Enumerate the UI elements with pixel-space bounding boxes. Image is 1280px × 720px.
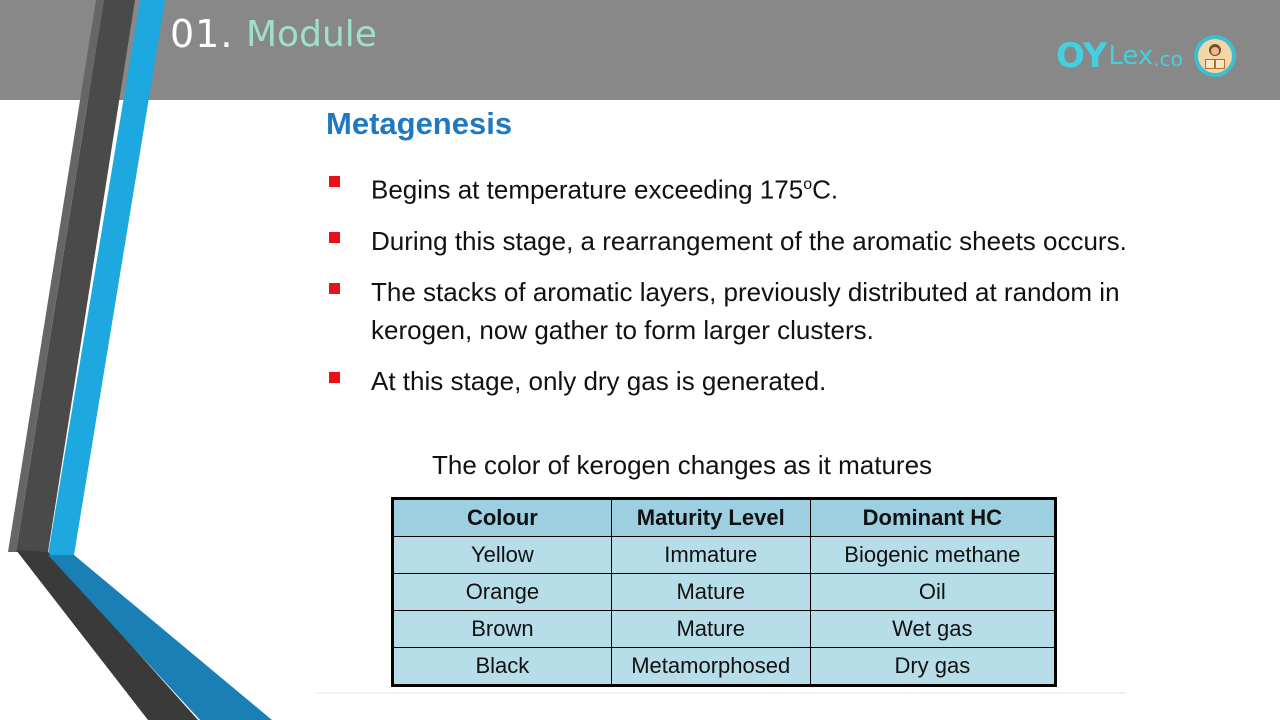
module-label: Module — [246, 14, 377, 55]
table-cell: Mature — [611, 611, 810, 648]
table-row — [393, 611, 1056, 648]
table-caption: The color of kerogen changes as it matures — [432, 450, 933, 480]
column-header: Maturity Level — [611, 499, 810, 537]
bullet-text: The stacks of aromatic layers, previously distributed at random in kerogen, now gather to form larger clusters. — [371, 276, 1120, 345]
footer-divider — [316, 692, 1126, 694]
table-cell: Mature — [611, 574, 810, 611]
table-cell: Immature — [611, 537, 810, 574]
table-cell: Brown — [393, 611, 612, 648]
kerogen-maturity-table — [391, 497, 1057, 687]
bullet-list — [326, 166, 1146, 413]
bullet-item — [326, 166, 1146, 209]
bullet-square-icon — [329, 176, 340, 187]
oylex-logo[interactable] — [1056, 33, 1237, 79]
logo-co-text: .co — [1153, 47, 1183, 71]
table-cell: Black — [393, 648, 612, 686]
table-row — [393, 537, 1056, 574]
table-cell: Yellow — [393, 537, 612, 574]
bullet-item — [326, 222, 1146, 260]
bullet-square-icon — [329, 283, 340, 294]
table-cell: Metamorphosed — [611, 648, 810, 686]
superscript-degree: o — [803, 176, 813, 193]
table-cell: Wet gas — [810, 611, 1055, 648]
bullet-square-icon — [329, 372, 340, 383]
logo-lex-text: Lex — [1108, 41, 1154, 71]
bullet-suffix: C. — [812, 174, 839, 205]
table-row — [393, 648, 1056, 686]
slide-title: Metagenesis — [326, 106, 513, 141]
logo-oy-text: OY — [1056, 36, 1107, 76]
column-header: Dominant HC — [810, 499, 1055, 537]
bullet-square-icon — [329, 232, 340, 243]
gray-stripe-lower — [16, 550, 198, 720]
module-number: 01. — [170, 12, 234, 56]
table-row — [393, 574, 1056, 611]
reader-avatar-icon — [1193, 34, 1237, 78]
column-header: Colour — [393, 499, 612, 537]
bullet-item — [326, 273, 1146, 349]
bullet-text: Begins at temperature exceeding 175 — [371, 174, 804, 205]
table-cell: Oil — [810, 574, 1055, 611]
bullet-text: At this stage, only dry gas is generated. — [371, 365, 827, 396]
table-cell: Biogenic methane — [810, 537, 1055, 574]
table-header-row — [393, 499, 1056, 537]
bullet-item — [326, 362, 1146, 400]
table-cell: Orange — [393, 574, 612, 611]
bullet-text: During this stage, a rearrangement of the aromatic sheets occurs. — [371, 225, 1127, 256]
table-cell: Dry gas — [810, 648, 1055, 686]
